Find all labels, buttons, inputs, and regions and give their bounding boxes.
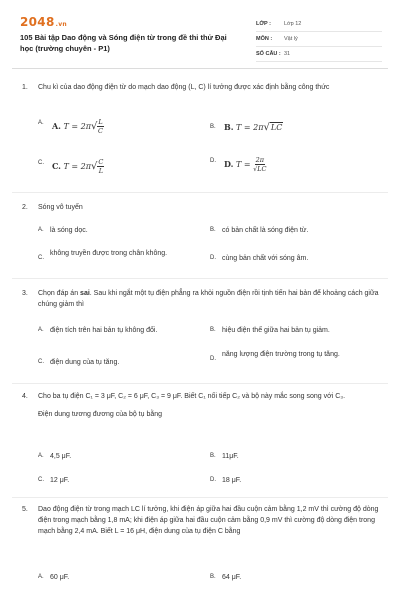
option-3c[interactable]: C. điện dung của tụ tăng. [38, 359, 120, 366]
question-number: 1. [22, 84, 28, 91]
document-header [0, 0, 400, 64]
option-5b[interactable]: B. 64 μF. [210, 574, 242, 581]
question-text: Chu kì của dao động điện từ do mạch dao động (L, C) lí tưởng được xác định bằng công thức [38, 84, 330, 91]
option-5a[interactable]: A. 60 μF. [38, 574, 70, 581]
meta-question-count: SỐ CÂU : 31 [256, 47, 382, 62]
question-separator [12, 192, 388, 193]
option-2a[interactable]: A. là sóng dọc. [38, 227, 88, 234]
site-logo[interactable]: 2048.vn [20, 15, 67, 29]
option-3b[interactable]: B. hiệu điện thế giữa hai bản tụ giảm. [210, 327, 330, 334]
question-separator [12, 278, 388, 279]
option-3d[interactable]: D.năng lượng điện trường trong tụ tăng. [210, 351, 340, 362]
option-1a[interactable]: A. A. T = 2π√ $\frac{L}{C}$ [38, 118, 104, 135]
option-2b[interactable]: B. có bản chất là sóng điện từ. [210, 227, 309, 234]
meta-subject: MÔN : Vật lý [256, 32, 382, 47]
document-meta [256, 17, 382, 62]
option-1b[interactable]: B. B. T = 2π√LC [210, 122, 283, 133]
option-4a[interactable]: A. 4,5 μF. [38, 453, 72, 460]
header-divider [12, 68, 388, 69]
option-4d[interactable]: D. 18 μF. [210, 477, 242, 484]
option-1d[interactable]: D. D. T = $\frac{2\pi}{√LC}$ [210, 156, 267, 173]
question-3: 3. Chọn đáp án sai. Sau khi ngắt một tụ điện phẳng ra khỏi nguồn điện rồi tịnh tiến hai bản để khoảng cách giữa chúng giảm thì [22, 290, 379, 308]
question-separator [12, 497, 388, 498]
question-separator [12, 383, 388, 384]
question-5: 5. Dao động điện từ trong mạch LC lí tưởng, khi điện áp giữa hai đầu cuộn cảm bằng 1,2 mV thì cường độ dòng điện trong mạch bằng 1,8 mA; khi điện áp giữa hai đầu cuộn cảm bằng 0,9 mV thì cường độ dòng điện trong mạch bằng 2,4 mA. Biết L = 16 μH, điện dung của tụ điện C bằng [22, 506, 379, 535]
question-2: 2. Sóng vô tuyến [22, 204, 83, 211]
option-2d[interactable]: D. cùng bản chất với sóng âm. [210, 255, 309, 262]
question-4: 4. Cho ba tụ điện C₁ = 3 μF, C₂ = 6 μF, C₃ = 9 μF. Biết C₁ nối tiếp C₂ và bộ này mắc song song với C₃. Điện dung tương đương của bộ tụ bằng [22, 393, 346, 418]
document-title: 105 Bài tập Dao động và Sóng điện từ trong đề thi thử Đại học (trường chuyên - P1) [20, 33, 227, 53]
question-1 [22, 82, 382, 93]
option-4b[interactable]: B. 11μF. [210, 453, 239, 460]
meta-class: LỚP : Lớp 12 [256, 17, 382, 32]
option-1c[interactable]: C. C. T = 2π√ $\frac{C}{L}$ [38, 158, 104, 175]
option-2c[interactable]: C.không truyền được trong chân không. [38, 250, 168, 261]
option-3a[interactable]: A. điện tích trên hai bản tụ không đổi. [38, 327, 158, 334]
option-4c[interactable]: C. 12 μF. [38, 477, 70, 484]
